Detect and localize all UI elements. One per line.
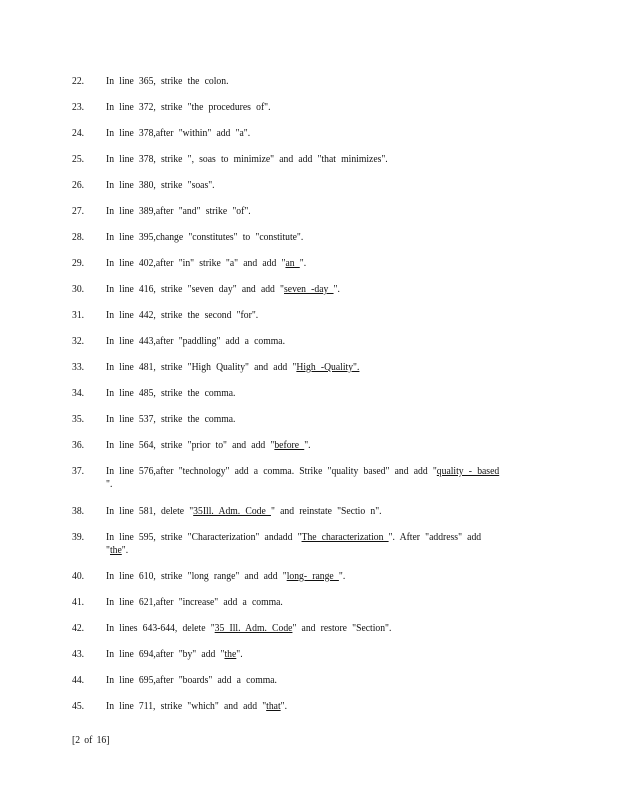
text-run: In line 372, strike "the procedures of".	[106, 102, 271, 113]
item-number: 36.	[72, 440, 85, 451]
item-text	[106, 257, 502, 270]
item-number: 44.	[72, 675, 85, 686]
underlined-insertion: the	[224, 649, 237, 660]
text-run: In line 380, strike "soas".	[106, 180, 215, 191]
text-run: In line 695,after "boards" add a comma.	[106, 675, 277, 686]
item-text	[106, 205, 502, 218]
item-text	[106, 622, 502, 635]
text-run: In line 443,after "paddling" add a comma.	[106, 336, 286, 347]
text-run: ".	[106, 479, 113, 490]
text-run: In line 442, strike the second "for".	[106, 310, 259, 321]
item-number: 31.	[72, 310, 85, 321]
text-run: In line 378, strike ", soas to minimize" and add "that minimizes".	[106, 154, 388, 165]
item-number: 28.	[72, 232, 85, 243]
item-text	[106, 179, 502, 192]
page-number: [2 of 16]	[72, 735, 110, 746]
underlined-insertion: before	[274, 440, 305, 451]
item-number: 24.	[72, 128, 85, 139]
text-run: In line 564, strike "prior to" and add "	[106, 440, 275, 451]
item-number: 39.	[72, 532, 85, 543]
text-run: ".	[304, 440, 311, 451]
underlined-insertion: 35Ill. Adm. Code	[193, 506, 271, 517]
item-text	[106, 309, 502, 322]
item-text	[106, 570, 502, 583]
item-number: 23.	[72, 102, 85, 113]
item-number: 26.	[72, 180, 85, 191]
item-number: 25.	[72, 154, 85, 165]
item-text	[106, 231, 502, 244]
text-run: ".	[280, 701, 288, 712]
item-number: 33.	[72, 362, 85, 373]
text-run: In line 416, strike "seven day" and add "	[106, 284, 285, 295]
text-run: In line 576,after "technology" add a comma. Strike "quality based" and add "	[106, 466, 437, 477]
text-run: In line 402,after "in" strike "a" and add "	[106, 258, 286, 269]
underlined-insertion: quality - based	[436, 466, 500, 477]
text-run: ".	[121, 545, 129, 556]
item-number: 37.	[72, 466, 85, 477]
item-number: 27.	[72, 206, 85, 217]
underlined-insertion: that	[266, 701, 281, 712]
text-run: In line 610, strike "long range" and add "	[106, 571, 287, 582]
text-run: In line 595, strike "Characterization" andadd "	[106, 532, 302, 543]
text-run: ".	[338, 571, 346, 582]
item-text	[106, 101, 502, 114]
item-number: 40.	[72, 571, 85, 582]
item-number: 42.	[72, 623, 85, 634]
text-run: ". After "address" add "	[106, 532, 482, 556]
text-run: In line 481, strike "High Quality" and add "	[106, 362, 297, 373]
text-run: In lines 643-644, delete "	[106, 623, 215, 634]
underlined-insertion: seven -day	[284, 284, 334, 295]
item-number: 45.	[72, 701, 85, 712]
underlined-insertion: High -Quality".	[296, 362, 360, 373]
text-run: In line 711, strike "which" and add "	[106, 701, 267, 712]
item-number: 34.	[72, 388, 85, 399]
item-number: 22.	[72, 76, 85, 87]
item-text	[106, 439, 502, 452]
item-text	[106, 531, 502, 557]
item-text	[106, 153, 502, 166]
item-text	[106, 335, 502, 348]
text-run: ".	[333, 284, 340, 295]
text-run: In line 378,after "within" add "a".	[106, 128, 251, 139]
item-text	[106, 596, 502, 609]
item-text	[106, 361, 502, 374]
item-text	[106, 75, 502, 88]
item-number: 30.	[72, 284, 85, 295]
underlined-insertion: an	[285, 258, 300, 269]
text-run: In line 395,change "constitutes" to "constitute".	[106, 232, 304, 243]
text-run: ".	[299, 258, 307, 269]
item-number: 43.	[72, 649, 85, 660]
item-number: 29.	[72, 258, 85, 269]
text-run: In line 389,after "and" strike "of".	[106, 206, 251, 217]
item-text	[106, 465, 502, 491]
item-text	[106, 387, 502, 400]
underlined-insertion: the	[109, 545, 122, 556]
item-text	[106, 674, 502, 687]
item-number: 38.	[72, 506, 85, 517]
text-run: In line 365, strike the colon.	[106, 76, 229, 87]
item-number: 41.	[72, 597, 85, 608]
text-run: ".	[236, 649, 243, 660]
text-run: " and restore "Section".	[292, 623, 392, 634]
item-text	[106, 648, 502, 661]
item-number: 32.	[72, 336, 85, 347]
text-run: In line 485, strike the comma.	[106, 388, 236, 399]
underlined-insertion: The characterization	[301, 532, 389, 543]
text-run: In line 581, delete "	[106, 506, 194, 517]
text-run: In line 621,after "increase" add a comma.	[106, 597, 283, 608]
item-text	[106, 127, 502, 140]
text-run: In line 694,after "by" add "	[106, 649, 225, 660]
underlined-insertion: 35 Ill. Adm. Code	[214, 623, 293, 634]
item-number: 35.	[72, 414, 85, 425]
item-text	[106, 413, 502, 426]
item-text	[106, 505, 502, 518]
underlined-insertion: long- range	[286, 571, 339, 582]
text-run: In line 537, strike the comma.	[106, 414, 236, 425]
item-text	[106, 700, 502, 713]
text-run: " and reinstate "Sectio n".	[270, 506, 382, 517]
item-text	[106, 283, 502, 296]
